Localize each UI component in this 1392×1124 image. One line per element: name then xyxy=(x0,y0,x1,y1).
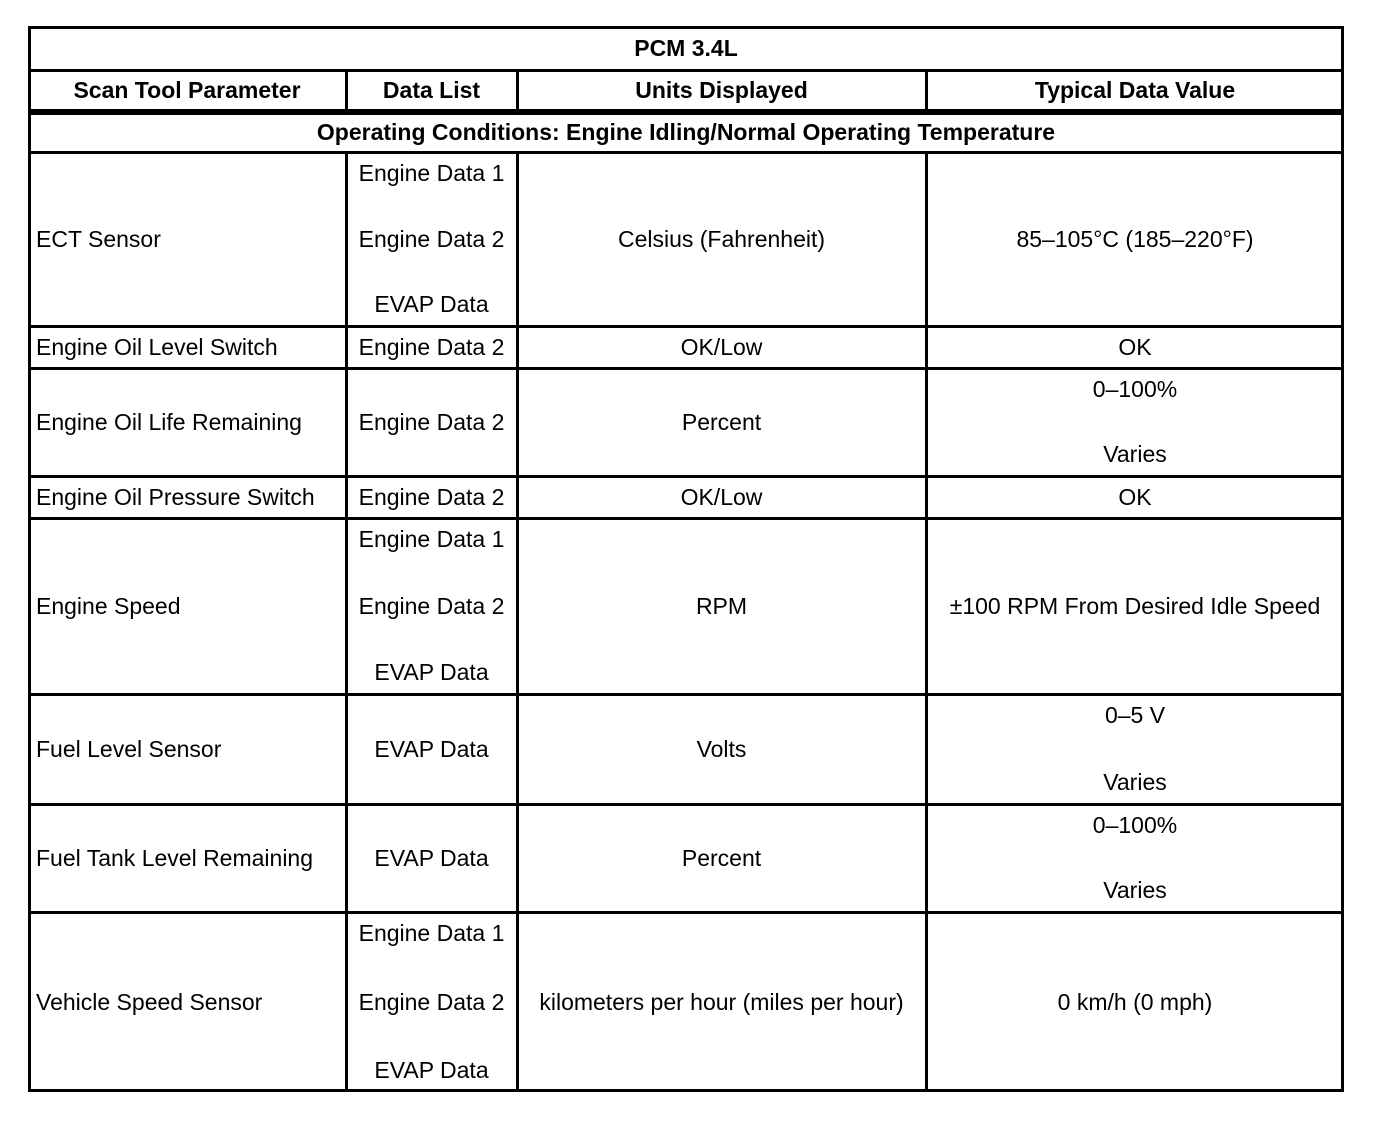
column-divider xyxy=(516,152,519,326)
column-divider xyxy=(516,912,519,1092)
header-scan-tool-parameter xyxy=(28,70,346,110)
param-name: Vehicle Speed Sensor xyxy=(36,988,263,1015)
data-list-entry: Engine Data 2 xyxy=(358,333,505,360)
table-row-typical-value xyxy=(926,912,1344,1092)
units-value: Percent xyxy=(681,408,762,435)
column-divider xyxy=(925,694,928,804)
units-value: Percent xyxy=(681,844,762,871)
typical-value: Varies xyxy=(1103,877,1167,903)
column-divider xyxy=(345,804,348,912)
column-divider xyxy=(345,476,348,518)
table-row-units xyxy=(517,152,926,326)
column-divider-header xyxy=(516,70,519,110)
column-divider xyxy=(345,912,348,1092)
table-row-units xyxy=(517,912,926,1092)
data-list-entry: Engine Data 2 xyxy=(358,592,505,619)
table-row-param xyxy=(28,152,346,326)
data-list-entry: Engine Data 2 xyxy=(358,225,505,252)
column-divider xyxy=(925,368,928,476)
column-divider-header xyxy=(345,70,348,110)
header-units-displayed-text: Units Displayed xyxy=(635,76,808,103)
table-row-data-list xyxy=(346,518,517,694)
column-divider xyxy=(925,912,928,1092)
table-row-typical-value xyxy=(926,804,1344,912)
data-table xyxy=(28,26,1344,1094)
table-title-text: PCM 3.4L xyxy=(634,34,738,61)
table-row-units xyxy=(517,368,926,476)
param-name: Engine Oil Pressure Switch xyxy=(36,483,315,510)
column-divider xyxy=(345,326,348,368)
table-row-units xyxy=(517,476,926,518)
table-row-typical-value xyxy=(926,476,1344,518)
header-scan-tool-parameter-text: Scan Tool Parameter xyxy=(73,76,301,103)
table-row-param xyxy=(28,476,346,518)
param-name: Engine Speed xyxy=(36,592,181,619)
data-list-entry: Engine Data 1 xyxy=(358,920,505,946)
table-row-data-list xyxy=(346,326,517,368)
table-row-typical-value xyxy=(926,326,1344,368)
table-row-data-list xyxy=(346,368,517,476)
column-divider xyxy=(516,518,519,694)
typical-value: 0–5 V xyxy=(1104,702,1166,728)
column-divider xyxy=(516,368,519,476)
table-row-units xyxy=(517,694,926,804)
table-row-units xyxy=(517,804,926,912)
units-value: OK/Low xyxy=(680,483,763,510)
param-name: Fuel Tank Level Remaining xyxy=(36,844,314,871)
typical-value: 0–100% xyxy=(1092,376,1178,402)
column-divider xyxy=(925,152,928,326)
table-row-units xyxy=(517,326,926,368)
units-value: Celsius (Fahrenheit) xyxy=(617,225,826,252)
header-typical-data-value-text: Typical Data Value xyxy=(1034,76,1236,103)
column-divider xyxy=(516,804,519,912)
column-divider xyxy=(516,476,519,518)
column-divider xyxy=(345,152,348,326)
table-row-data-list xyxy=(346,476,517,518)
units-value: OK/Low xyxy=(680,333,763,360)
column-divider xyxy=(925,326,928,368)
column-divider-header xyxy=(925,70,928,110)
data-list-entry: Engine Data 2 xyxy=(358,483,505,510)
table-row-param xyxy=(28,518,346,694)
column-divider xyxy=(345,518,348,694)
units-value: kilometers per hour (miles per hour) xyxy=(539,988,904,1015)
column-divider xyxy=(925,804,928,912)
table-row-data-list xyxy=(346,152,517,326)
data-list-entry: EVAP Data xyxy=(374,1057,489,1083)
header-data-list-text: Data List xyxy=(382,76,481,103)
column-divider xyxy=(345,368,348,476)
operating-conditions xyxy=(28,113,1344,152)
param-name: ECT Sensor xyxy=(36,225,161,252)
column-divider xyxy=(345,694,348,804)
typical-value: Varies xyxy=(1103,441,1167,467)
table-row-typical-value xyxy=(926,694,1344,804)
operating-conditions-text: Operating Conditions: Engine Idling/Normal Operating Temperature xyxy=(316,119,1056,145)
param-name: Engine Oil Life Remaining xyxy=(36,408,302,435)
typical-value: 85–105°C (185–220°F) xyxy=(1016,225,1254,252)
data-list-entry: EVAP Data xyxy=(374,291,489,317)
table-row-typical-value xyxy=(926,368,1344,476)
param-name: Engine Oil Level Switch xyxy=(36,333,278,360)
typical-value: Varies xyxy=(1103,769,1167,795)
table-row-data-list xyxy=(346,694,517,804)
data-list-entry: Engine Data 2 xyxy=(358,988,505,1015)
typical-value: OK xyxy=(1118,333,1152,360)
typical-value: ±100 RPM From Desired Idle Speed xyxy=(949,592,1321,619)
param-name: Fuel Level Sensor xyxy=(36,735,222,762)
typical-value: 0 km/h (0 mph) xyxy=(1057,988,1213,1015)
typical-value: 0–100% xyxy=(1092,812,1178,838)
column-divider xyxy=(925,476,928,518)
table-row-typical-value xyxy=(926,152,1344,326)
header-units-displayed xyxy=(517,70,926,110)
header-data-list xyxy=(346,70,517,110)
table-row-param xyxy=(28,912,346,1092)
data-list-entry: Engine Data 1 xyxy=(358,526,505,552)
table-row-units xyxy=(517,518,926,694)
table-row-param xyxy=(28,804,346,912)
column-divider xyxy=(516,694,519,804)
table-title xyxy=(28,26,1344,70)
table-row-data-list xyxy=(346,804,517,912)
header-typical-data-value xyxy=(926,70,1344,110)
units-value: Volts xyxy=(696,735,747,762)
table-row-param xyxy=(28,368,346,476)
data-list-entry: EVAP Data xyxy=(374,735,489,762)
table-row-param xyxy=(28,326,346,368)
table-row-param xyxy=(28,694,346,804)
units-value: RPM xyxy=(695,592,748,619)
table-row-data-list xyxy=(346,912,517,1092)
column-divider xyxy=(516,326,519,368)
data-list-entry: Engine Data 1 xyxy=(358,160,505,186)
data-list-entry: EVAP Data xyxy=(374,659,489,685)
table-row-typical-value xyxy=(926,518,1344,694)
column-divider xyxy=(925,518,928,694)
data-list-entry: Engine Data 2 xyxy=(358,408,505,435)
typical-value: OK xyxy=(1118,483,1152,510)
data-list-entry: EVAP Data xyxy=(374,844,489,871)
